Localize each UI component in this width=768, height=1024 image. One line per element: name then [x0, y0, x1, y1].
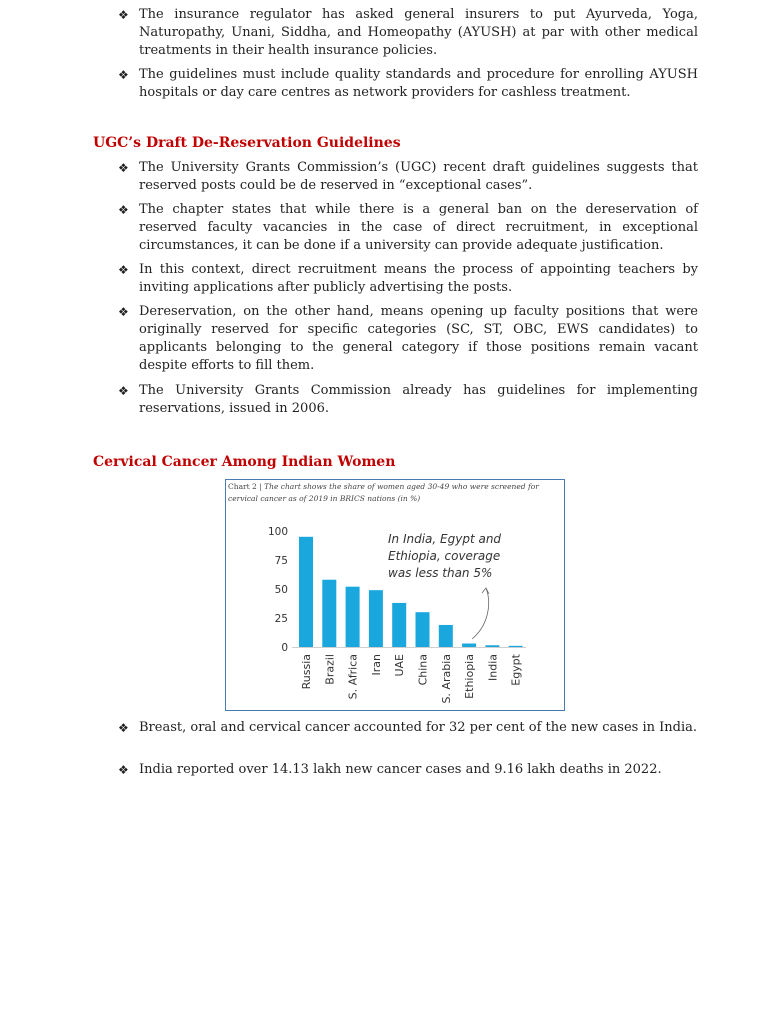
- chart-caption-label: Chart 2 |: [228, 482, 262, 491]
- list-item: [118, 201, 698, 255]
- chart-title: The chart shows the share of women aged 30-49 who were screened for cervical cancer as of 2019 in BRICS nations (in %): [228, 482, 539, 503]
- list-item: [118, 761, 698, 779]
- x-tick-label: Egypt: [509, 654, 523, 686]
- bar: [509, 646, 523, 647]
- list-item: [118, 303, 698, 375]
- bullet-text: India reported over 14.13 lakh new cancer cases and 9.16 lakh deaths in 2022.: [139, 762, 662, 777]
- x-tick-label: Ethiopia: [463, 654, 477, 699]
- ugc-heading: UGC’s Draft De-Reservation Guidelines: [93, 135, 401, 151]
- bullet-icon: ❖: [118, 203, 129, 217]
- bar: [299, 537, 313, 647]
- bar: [322, 580, 336, 647]
- bullet-text: The University Grants Commission’s (UGC) recent draft guidelines suggests that reserved posts could be de reserved in “exceptional cases”.: [139, 160, 698, 193]
- y-tick-label: 50: [274, 584, 288, 596]
- bar: [462, 644, 476, 647]
- bar: [369, 590, 383, 647]
- chart-figure: [225, 479, 565, 711]
- bullet-icon: ❖: [118, 305, 129, 319]
- bar: [416, 612, 430, 647]
- bar: [439, 625, 453, 647]
- bullet-text: Dereservation, on the other hand, means opening up faculty positions that were originally reserved for specific categories (SC, ST, OBC, EWS candidates) to applicants belonging to the general category if those positions remain vacant despite efforts to fill them.: [139, 304, 698, 373]
- bullet-text: The insurance regulator has asked general insurers to put Ayurveda, Yoga, Naturopathy, Unani, Siddha, and Homeopathy (AYUSH) at par with other medical treatments in their health insurance policies.: [139, 7, 698, 58]
- annotation-arrow: [472, 588, 489, 639]
- bullet-icon: ❖: [118, 263, 129, 277]
- list-item: [118, 6, 698, 60]
- x-tick-label: Iran: [369, 654, 383, 676]
- bullet-icon: ❖: [118, 8, 129, 22]
- bullet-text: The University Grants Commission already has guidelines for implementing reservations, issued in 2006.: [139, 383, 698, 416]
- bullet-icon: ❖: [118, 721, 129, 735]
- x-tick-label: Russia: [300, 654, 313, 690]
- bullet-text: Breast, oral and cervical cancer accounted for 32 per cent of the new cases in India.: [139, 720, 697, 735]
- y-tick-label: 75: [274, 555, 288, 567]
- x-tick-label: S. Africa: [346, 654, 360, 700]
- cervical-heading: Cervical Cancer Among Indian Women: [93, 454, 396, 470]
- bullet-icon: ❖: [118, 161, 129, 175]
- bar: [392, 603, 406, 647]
- y-tick-label: 100: [267, 526, 288, 538]
- list-item: [118, 719, 698, 737]
- bullet-text: In this context, direct recruitment means the process of appointing teachers by inviting applications after publicly advertising the posts.: [139, 262, 698, 295]
- bar: [485, 645, 499, 647]
- bullet-icon: ❖: [118, 763, 129, 777]
- y-tick-label: 0: [281, 642, 288, 654]
- bullet-text: The chapter states that while there is a general ban on the dereservation of reserved faculty vacancies in the case of direct recruitment, in exceptional circumstances, it can be done if a university can provide adequate justification.: [139, 202, 698, 253]
- list-item: [118, 261, 698, 297]
- bullet-icon: ❖: [118, 68, 129, 82]
- bar-chart: [226, 480, 564, 710]
- bar: [346, 587, 360, 647]
- chart-annotation: In India, Egypt and: [388, 532, 502, 546]
- list-item: [118, 159, 698, 195]
- chart-annotation: was less than 5%: [388, 566, 493, 580]
- chart-annotation: Ethiopia, coverage: [388, 549, 501, 563]
- bullet-icon: ❖: [118, 384, 129, 398]
- x-tick-label: UAE: [393, 654, 407, 677]
- y-tick-label: 25: [274, 613, 288, 625]
- bullet-text: The guidelines must include quality standards and procedure for enrolling AYUSH hospitals or day care centres as network providers for cashless treatment.: [139, 67, 698, 100]
- x-tick-label: Brazil: [323, 654, 337, 685]
- list-item: [118, 382, 698, 418]
- x-tick-label: India: [486, 654, 500, 681]
- x-tick-label: S. Arabia: [439, 654, 453, 704]
- list-item: [118, 66, 698, 102]
- x-tick-label: China: [416, 654, 430, 686]
